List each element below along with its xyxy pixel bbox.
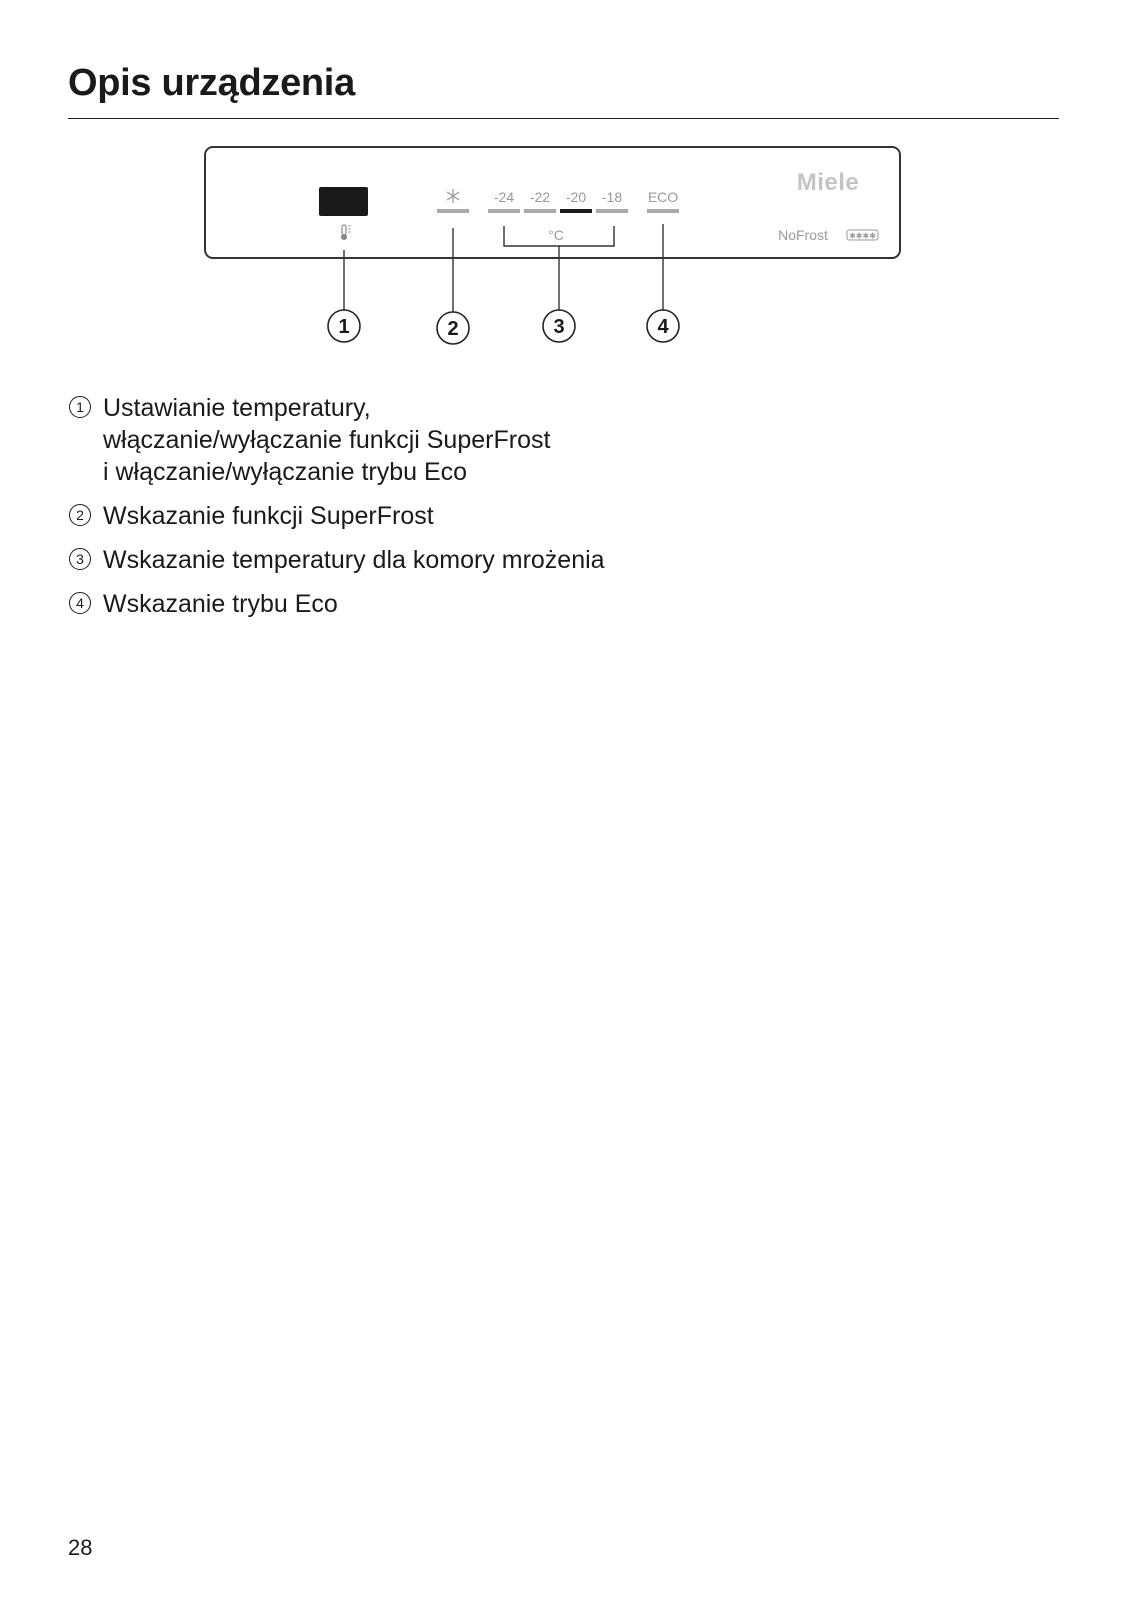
superfrost-indicator-bar — [437, 209, 469, 213]
miele-logo: Miele — [796, 169, 860, 196]
title-divider — [68, 118, 1059, 119]
callout-4 — [647, 310, 679, 342]
legend-marker-3: 3 — [69, 548, 91, 570]
legend-item-1-line-3: i włączanie/wyłączanie trybu Eco — [103, 458, 468, 486]
legend-marker-4: 4 — [69, 592, 91, 614]
temp-label-minus18: -18 — [601, 189, 623, 205]
callout-3-number: 3 — [553, 316, 565, 338]
eco-indicator-bar — [647, 209, 679, 213]
eco-label: ECO — [647, 189, 679, 205]
callout-2 — [437, 312, 469, 344]
legend-item-4-line-1: Wskazanie trybu Eco — [103, 590, 338, 618]
thermometer-icon — [341, 225, 351, 240]
nofrost-label: NoFrost — [778, 227, 828, 243]
temp-bar-minus20-selected — [560, 209, 592, 213]
callout-3 — [543, 310, 575, 342]
temp-label-minus20: -20 — [565, 189, 587, 205]
page-title: Opis urządzenia — [68, 62, 355, 104]
callout-1 — [328, 310, 360, 342]
temp-bar-minus18 — [596, 209, 628, 213]
legend-item-2-line-1: Wskazanie funkcji SuperFrost — [103, 502, 434, 530]
snowflake-icon — [447, 189, 459, 203]
temp-label-minus24: -24 — [493, 189, 515, 205]
legend-item-1-line-2: włączanie/wyłączanie funkcji SuperFrost — [103, 426, 551, 454]
legend-item-4 — [68, 588, 868, 620]
legend-list — [68, 392, 868, 632]
legend-item-3 — [68, 544, 868, 576]
legend-item-1 — [68, 392, 868, 488]
temp-label-minus22: -22 — [529, 189, 551, 205]
legend-item-3-line-1: Wskazanie temperatury dla komory mrożenia — [103, 546, 605, 574]
callout-2-number: 2 — [447, 318, 459, 340]
page-number: 28 — [68, 1535, 93, 1560]
legend-marker-2: 2 — [69, 504, 91, 526]
callout-1-number: 1 — [338, 316, 350, 338]
star-rating-label: ✱✱✱✱ — [849, 231, 876, 241]
temp-bar-minus22 — [524, 209, 556, 213]
legend-marker-1: 1 — [69, 396, 91, 418]
legend-item-2 — [68, 500, 868, 532]
unit-label: °C — [548, 227, 564, 243]
control-panel-diagram — [200, 142, 930, 357]
legend-item-1-line-1: Ustawianie temperatury, — [103, 394, 371, 422]
temp-bar-minus24 — [488, 209, 520, 213]
callout-4-number: 4 — [657, 316, 669, 338]
temperature-display[interactable] — [319, 187, 368, 216]
